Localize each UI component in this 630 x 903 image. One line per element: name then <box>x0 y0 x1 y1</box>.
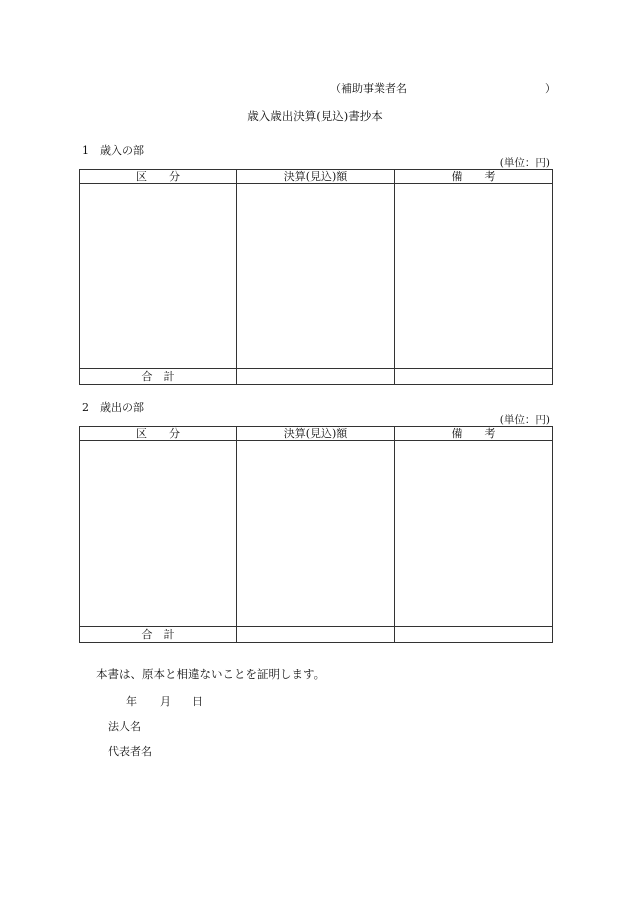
expenditure-unit-label: (単位：円) <box>499 414 550 426</box>
organization-name-close: ） <box>545 82 556 95</box>
expenditure-total-row <box>80 627 553 643</box>
expenditure-remarks-cell[interactable] <box>395 441 553 627</box>
representative-name-label: 代表者名 <box>108 745 152 758</box>
revenue-total-label: 合 計 <box>80 369 237 385</box>
organization-name-open: （補助事業者名 <box>330 82 407 95</box>
document-title: 歳入歳出決算(見込)書抄本 <box>247 109 383 123</box>
revenue-header-category: 区 分 <box>80 170 237 184</box>
date-day-label: 日 <box>192 695 203 708</box>
revenue-header-row <box>80 170 553 184</box>
corporation-name-label: 法人名 <box>108 720 141 733</box>
revenue-table <box>79 169 553 385</box>
revenue-category-cell[interactable] <box>80 184 237 369</box>
expenditure-header-amount: 決算(見込)額 <box>237 427 395 441</box>
certification-statement: 本書は、原本と相違ないことを証明します。 <box>96 667 326 681</box>
expenditure-category-cell[interactable] <box>80 441 237 627</box>
date-month-label: 月 <box>160 695 171 708</box>
revenue-unit-label: (単位：円) <box>499 157 550 169</box>
expenditure-total-remarks-cell[interactable] <box>395 627 553 643</box>
revenue-section-label: 1 歳入の部 <box>82 144 144 157</box>
revenue-body-row <box>80 184 553 369</box>
expenditure-header-row <box>80 427 553 441</box>
expenditure-section-label: 2 歳出の部 <box>82 401 144 414</box>
certification-date <box>126 693 203 709</box>
revenue-total-amount-cell[interactable] <box>237 369 395 385</box>
revenue-header-remarks: 備 考 <box>395 170 553 184</box>
expenditure-amount-cell[interactable] <box>237 441 395 627</box>
revenue-remarks-cell[interactable] <box>395 184 553 369</box>
expenditure-table <box>79 426 553 643</box>
expenditure-header-remarks: 備 考 <box>395 427 553 441</box>
expenditure-total-amount-cell[interactable] <box>237 627 395 643</box>
revenue-total-remarks-cell[interactable] <box>395 369 553 385</box>
expenditure-header-category: 区 分 <box>80 427 237 441</box>
expenditure-total-label: 合 計 <box>80 627 237 643</box>
date-year-label: 年 <box>126 695 137 708</box>
expenditure-body-row <box>80 441 553 627</box>
revenue-total-row <box>80 369 553 385</box>
revenue-amount-cell[interactable] <box>237 184 395 369</box>
revenue-header-amount: 決算(見込)額 <box>237 170 395 184</box>
